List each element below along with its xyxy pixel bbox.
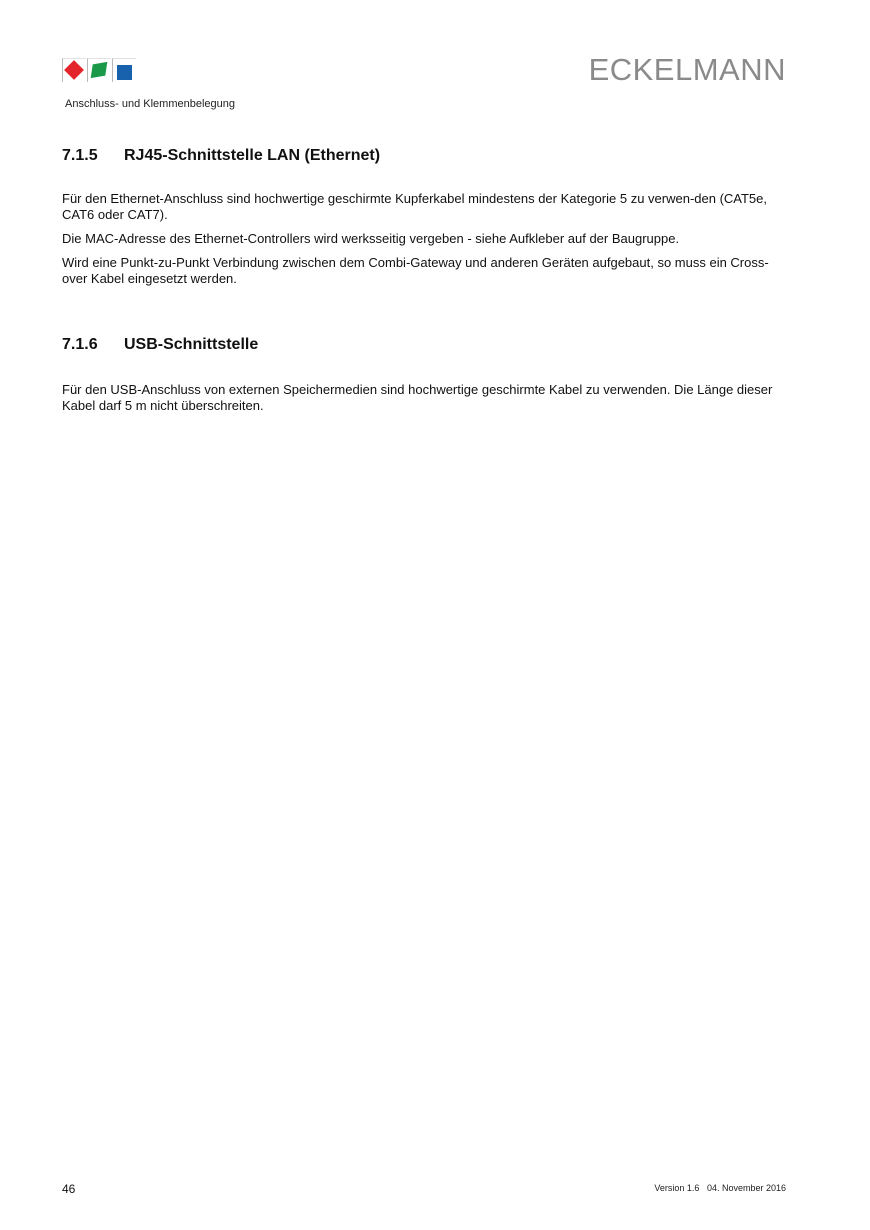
red-diamond-logo-icon	[62, 58, 86, 82]
paragraph: Für den USB-Anschluss von externen Speichermedien sind hochwertige geschirmte Kabel zu verwenden. Die Länge dieser Kabel darf 5 m nicht überschreiten.	[62, 382, 773, 413]
paragraph: Wird eine Punkt-zu-Punkt Verbindung zwischen dem Combi-Gateway und anderen Geräten aufgebaut, so muss ein Cross-over Kabel eingesetzt werden.	[62, 255, 769, 286]
blue-square-logo-icon	[112, 58, 136, 82]
section-heading	[62, 336, 792, 354]
section-rj45-lan	[62, 147, 792, 295]
green-parallelogram-logo-icon	[87, 58, 111, 82]
paragraph: Die MAC-Adresse des Ethernet-Controllers wird werksseitig vergeben - siehe Aufkleber auf der Baugruppe.	[62, 231, 680, 246]
section-number: 7.1.6	[62, 336, 98, 353]
section-number: 7.1.5	[62, 147, 98, 164]
running-header: Anschluss- und Klemmenbelegung	[65, 98, 235, 110]
brand-wordmark: ECKELMANN	[588, 52, 786, 87]
section-title: RJ45-Schnittstelle LAN (Ethernet)	[124, 147, 381, 164]
section-usb	[62, 336, 792, 422]
company-logo	[62, 58, 136, 84]
page-number: 46	[62, 1182, 76, 1196]
section-heading	[62, 147, 792, 165]
version-info: Version 1.6 04. November 2016	[654, 1183, 786, 1193]
paragraph: Für den Ethernet-Anschluss sind hochwertige geschirmte Kupferkabel mindestens der Kategorie 5 zu verwen-den (CAT5e, CAT6 oder CAT7).	[62, 191, 768, 222]
section-title: USB-Schnittstelle	[124, 336, 259, 353]
